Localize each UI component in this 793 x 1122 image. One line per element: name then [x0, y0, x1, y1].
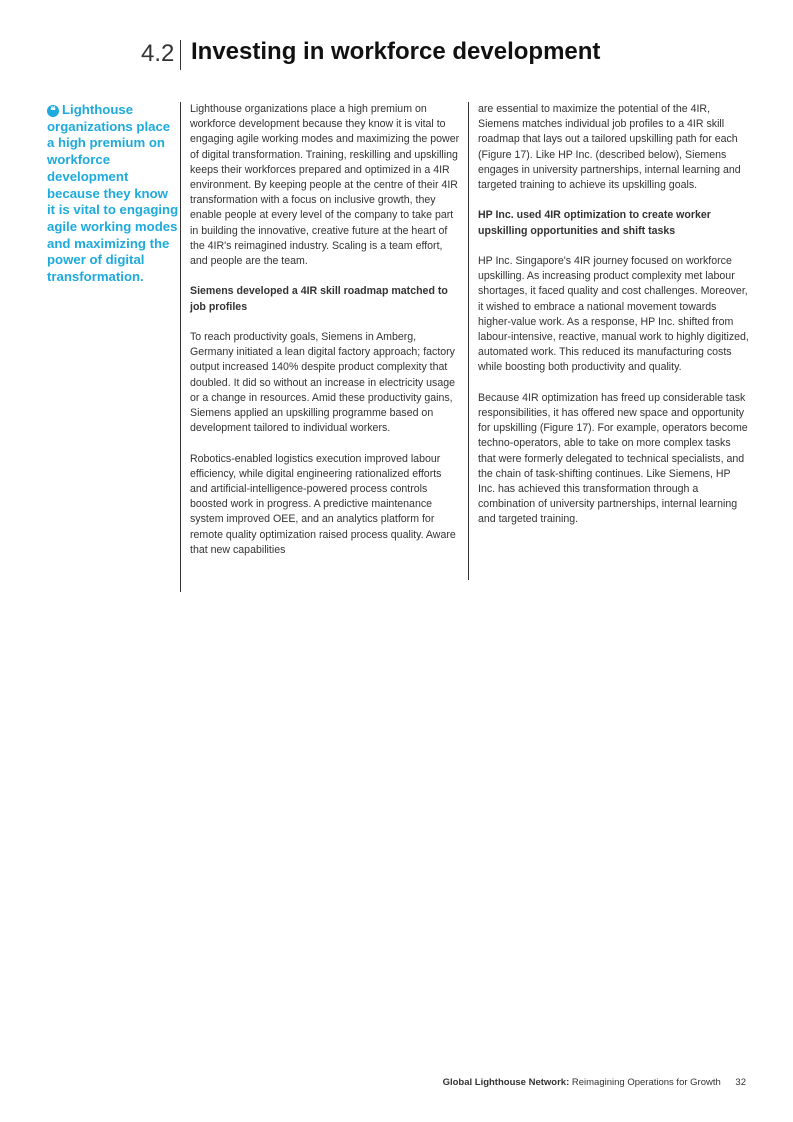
- page-title: Investing in workforce development: [191, 38, 601, 65]
- siemens-continued-paragraph: are essential to maximize the potential of the 4IR, Siemens matches individual job profiles to a 4IR skill roadmap that lays out a tailored upskilling path for each (Figure 17). Like HP Inc. (described below), Siemens engages in university partnerships, internal learning and targeted training to achieve its upskilling goals.: [478, 103, 741, 192]
- siemens-paragraph-2: Robotics-enabled logistics execution improved labour efficiency, while digital engineering rationalized efforts and artificial-intelligence-powered process controls boosted work in progress. A predictive maintenance system improved OEE, and an analytics platform for remote quality optimization raised process quality. Aware that new capabilities: [190, 452, 456, 556]
- hp-heading: HP Inc. used 4IR optimization to create worker upskilling opportunities and shift tasks: [478, 209, 711, 237]
- footer-publication: Global Lighthouse Network:: [442, 1077, 570, 1088]
- section-number: 4.2: [141, 40, 175, 67]
- body-column-2: [478, 102, 750, 543]
- page-footer: [443, 1077, 746, 1088]
- intro-paragraph: Lighthouse organizations place a high premium on workforce development because they know it is vital to engaging agile working modes and maximizing the power of digital transformation. Training, reskilling and upskilling keeps their workforces prepared and optimized in a 4IR environment. By keeping people at the centre of their 4IR transformation with a focus on inclusive growth, they enable people at every level of the company to take part in building the innovative, creative future at the heart of the 4IR's reimagined industry. Scaling is a team effort, and people are the team.: [190, 103, 460, 268]
- hp-paragraph-2: Because 4IR optimization has freed up considerable task responsibilities, it has offered new space and opportunity for upskilling (Figure 17). For example, operators become techno-operators, able to take on more complex tasks that were formerly delegated to technical specialists, and the chain of task-shifting continues. Like Siemens, HP Inc. has achieved this transformation through a combination of university partnerships, internal learning and targeted training.: [478, 391, 748, 526]
- header-divider: [180, 40, 181, 70]
- column-divider-left: [180, 102, 181, 592]
- siemens-heading: Siemens developed a 4IR skill roadmap matched to job profiles: [190, 285, 448, 313]
- page-number: 32: [735, 1077, 746, 1088]
- pull-quote: [47, 102, 179, 286]
- pull-quote-text: Lighthouse organizations place a high premium on workforce development because they know it is vital to engaging agile working modes and maximizing the power of digital transformation.: [47, 102, 179, 285]
- siemens-paragraph-1: To reach productivity goals, Siemens in Amberg, Germany initiated a lean digital factory approach; factory output increased 140% despite product complexity that doubled. It did so without an increase in electricity usage or a change in resources. Amid these productivity gains, Siemens applied an upskilling programme based on development tailored to individual workers.: [190, 331, 455, 435]
- column-divider-right: [468, 102, 469, 580]
- hp-paragraph-1: HP Inc. Singapore's 4IR journey focused on workforce upskilling. As increasing product complexity met labour shortages, it faced quality and cost challenges. Moreover, it wished to embrace a national movement towards higher-value work. As a response, HP Inc. shifted from labour-intensive, reactive, manual work to highly digitized, automated work. This reduced its manufacturing costs while boosting both productivity and quality.: [478, 255, 749, 374]
- footer-subtitle: Reimagining Operations for Growth: [571, 1077, 721, 1088]
- body-column-1: [190, 102, 462, 573]
- quote-icon: ❝: [47, 105, 59, 117]
